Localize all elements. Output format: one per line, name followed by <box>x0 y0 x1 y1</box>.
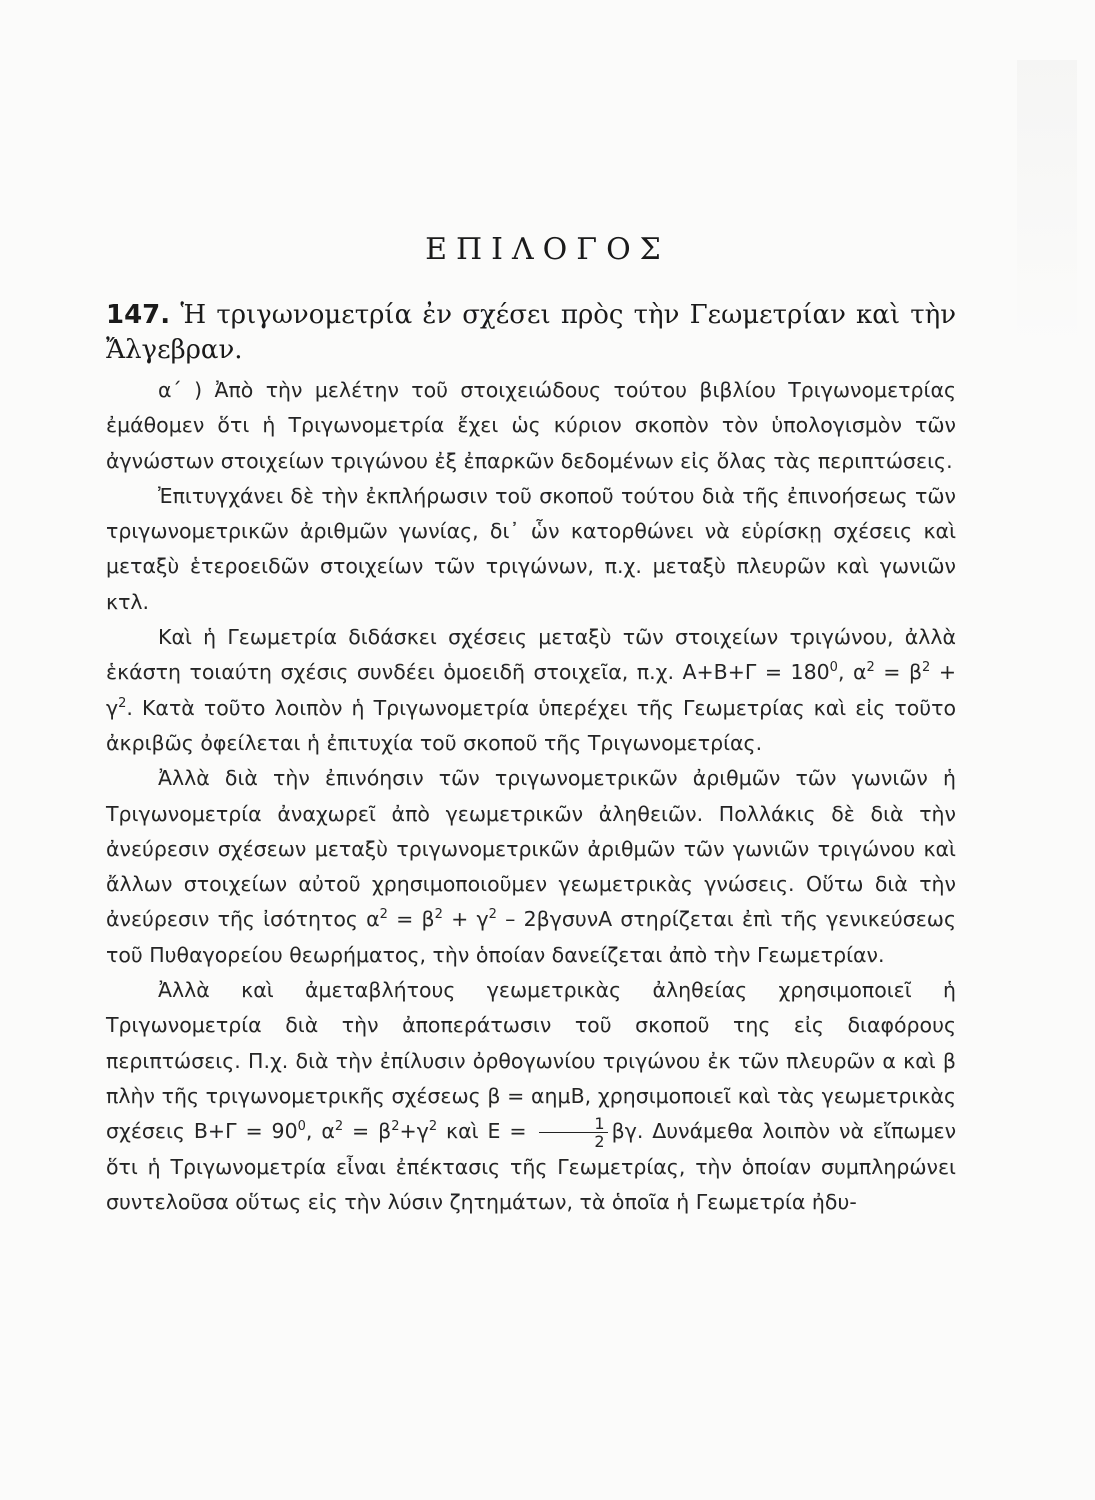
chapter-heading: ΕΠΙΛΟΓΟΣ <box>425 232 670 267</box>
p4-text-b: = β <box>387 907 435 932</box>
paragraph-3 <box>106 620 956 761</box>
p4-square-2: 2 <box>434 907 443 923</box>
p3-text-e: . Κατὰ τοῦτο λοιπὸν ἡ Τριγωνομετρία ὑπερέχει τῆς Γεωμετρίας καὶ εἰς τοῦτο ἀκριβῶς ὀφείλεται ἡ ἐπιτυχία τοῦ σκοποῦ τῆς Τριγωνομετρίας. <box>106 695 956 755</box>
p5-text-b: , α <box>305 1119 335 1144</box>
p3-square-1: 2 <box>866 660 875 676</box>
p5-text-d: +γ <box>399 1119 429 1144</box>
p5-degree: 0 <box>297 1119 306 1135</box>
p3-text-c: = β <box>874 660 923 685</box>
p4-text-c: + γ <box>442 907 489 932</box>
p5-text-c: = β <box>343 1119 392 1144</box>
p5-square-2: 2 <box>391 1119 400 1135</box>
p5-square-1: 2 <box>334 1119 344 1135</box>
p3-square-2: 2 <box>922 660 931 676</box>
section-number: 147. <box>106 300 171 330</box>
fraction-numerator: 1 <box>539 1115 607 1133</box>
p3-degree: 0 <box>829 660 838 676</box>
p5-text-a: Ἀλλὰ καὶ ἀμεταβλήτους γεωμετρικὰς ἀληθείας χρησιμοποιεῖ ἡ Τριγωνομετρία διὰ τὴν ἀποπεράτωσιν τοῦ σκοποῦ της εἰς διαφόρους περιπτώσεις. Π.χ. διὰ τὴν ἐπίλυσιν ὀρθογωνίου τριγώνου ἐκ τῶν πλευρῶν α καὶ β πλὴν τῆς τριγωνομετρικῆς σχέσεως β = αημΒ, χρησιμοποιεῖ καὶ τὰς γεωμετρικὰς σχέσεις Β+Γ = 90 <box>106 978 956 1144</box>
p4-square-1: 2 <box>379 907 388 923</box>
section-title-text: Ἡ τριγωνομετρία ἐν σχέσει πρὸς τὴν Γεωμετρίαν καὶ τὴν Ἄλγεβραν. <box>106 300 956 365</box>
paragraph-2: Ἐπιτυγχάνει δὲ τὴν ἐκπλήρωσιν τοῦ σκοποῦ τούτου διὰ τῆς ἐπινοήσεως τῶν τριγωνομετρικῶν ἀριθμῶν γωνίας, δι᾽ ὧν κατορθώνει νὰ εὑρίσκῃ σχέσεις καὶ μεταξὺ ἑτεροειδῶν στοιχείων τῶν τριγώνων, π.χ. μεταξὺ πλευρῶν καὶ γωνιῶν κτλ. <box>106 483 956 614</box>
p5-text-f: βγ. Δυνάμεθα λοιπὸν νὰ εἴπωμεν ὅτι ἡ Τριγωνομετρία εἶναι ἐπέκτασις τῆς Γεωμετρίας, τὴν ὁποίαν συμπληρώνει συντελοῦσα οὕτως εἰς τὴν λύσιν ζητημάτων, τὰ ὁποῖα ἡ Γεωμετρία ἠδυ- <box>106 1119 957 1215</box>
fraction-one-half <box>539 1115 607 1150</box>
p5-square-3: 2 <box>428 1119 438 1135</box>
section-title <box>106 298 956 368</box>
p4-square-3: 2 <box>488 907 497 923</box>
p5-text-e: καὶ Ε = <box>437 1119 536 1144</box>
body-text <box>106 373 956 1220</box>
p4-text-d: – 2βγσυνΑ στηρίζεται ἐπὶ τῆς γενικεύσεως τοῦ Πυθαγορείου θεωρήματος, τὴν ὁποίαν δανείζεται ἀπὸ τὴν Γεωμετρίαν. <box>106 907 956 967</box>
show-through-shadow <box>1017 60 1077 360</box>
fraction-denominator: 2 <box>594 1131 605 1151</box>
paragraph-4 <box>106 761 956 973</box>
p3-text-d: + γ <box>106 660 957 720</box>
p3-square-3: 2 <box>118 695 127 711</box>
p3-text-b: , α <box>837 660 867 685</box>
p3-text-a: Καὶ ἡ Γεωμετρία διδάσκει σχέσεις μεταξὺ τῶν στοιχείων τριγώνου, ἀλλὰ ἑκάστη τοιαύτη σχέσις συνδέει ὁμοειδῆ στοιχεῖα, π.χ. Α+Β+Γ = 180 <box>106 625 956 685</box>
paragraph-1: α΄ ) Ἀπὸ τὴν μελέτην τοῦ στοιχειώδους τούτου βιβλίου Τριγωνομετρίας ἐμάθομεν ὅτι ἡ Τριγωνομετρία ἔχει ὡς κύριον σκοπὸν τὸν ὑπολογισμὸν τῶν ἀγνώστων στοιχείων τριγώνου ἐξ ἐπαρκῶν δεδομένων εἰς ὅλας τὰς περιπτώσεις. <box>106 378 956 473</box>
p4-text-a: Ἀλλὰ διὰ τὴν ἐπινόησιν τῶν τριγωνομετρικῶν ἀριθμῶν τῶν γωνιῶν ἡ Τριγωνομετρία ἀναχωρεῖ ἀπὸ γεωμετρικῶν ἀληθειῶν. Πολλάκις δὲ διὰ τὴν ἀνεύρεσιν σχέσεων μεταξὺ τριγωνομετρικῶν ἀριθμῶν τῶν γωνιῶν τριγώνου καὶ ἄλλων στοιχείων αὐτοῦ χρησιμοποιοῦμεν γεωμετρικὰς γνώσεις. Οὕτω διὰ τὴν ἀνεύρεσιν τῆς ἰσότητος α <box>106 766 956 932</box>
paragraph-5 <box>106 973 956 1220</box>
